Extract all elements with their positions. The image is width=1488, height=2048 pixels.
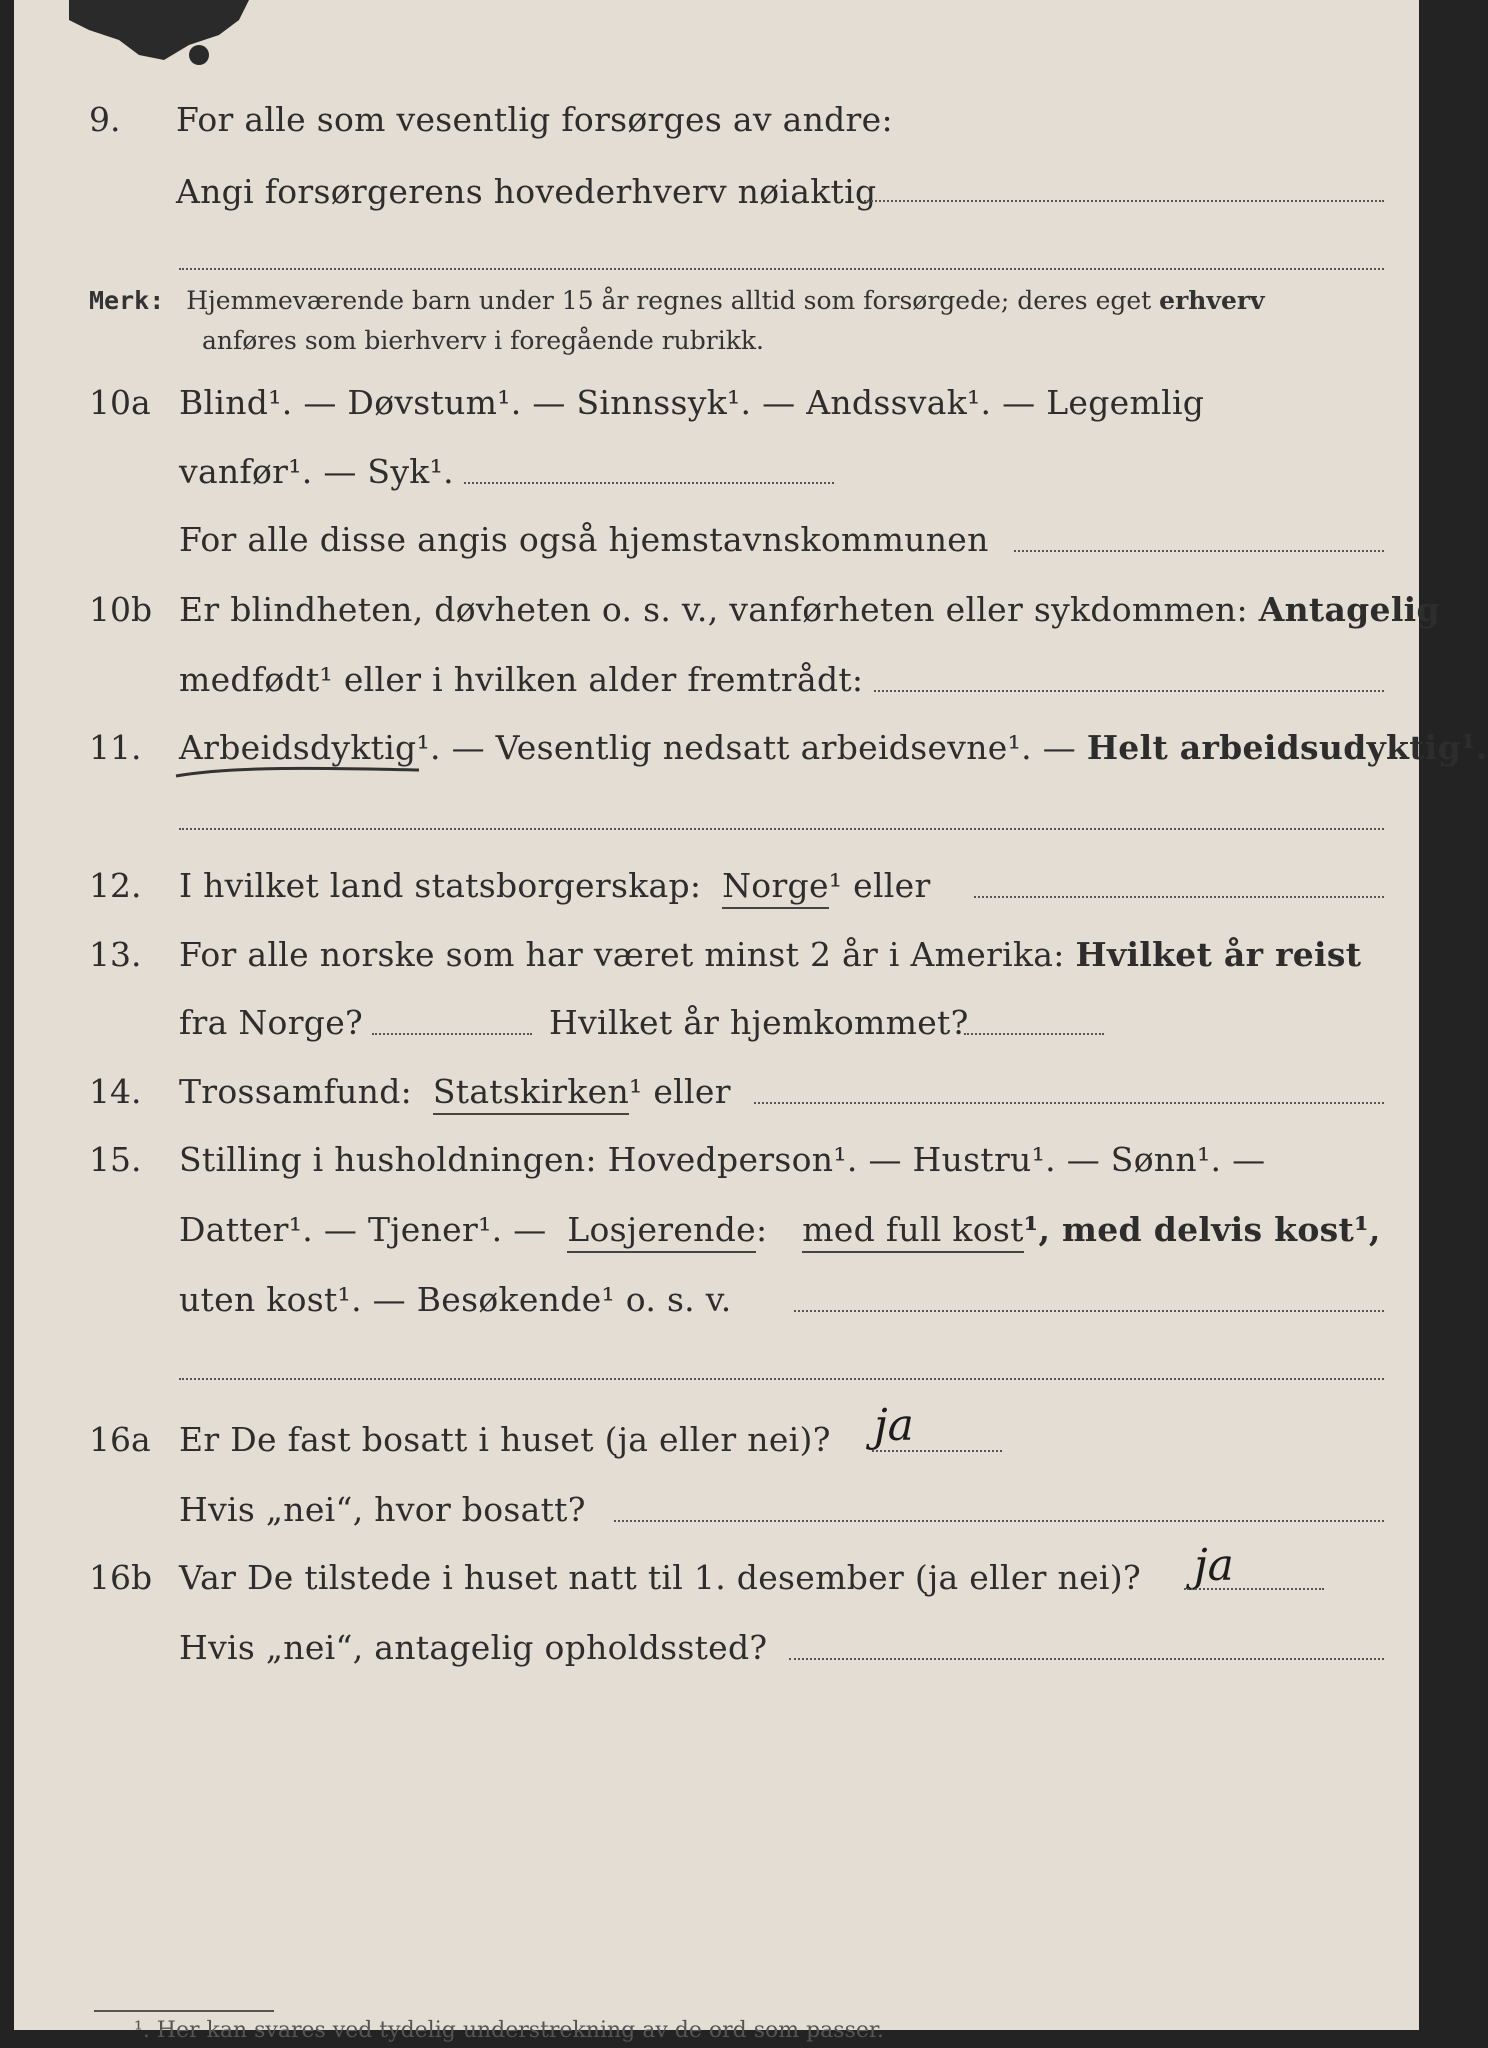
answer-field-14[interactable] (754, 1102, 1384, 1104)
answer-field-9b[interactable] (179, 268, 1384, 270)
question-11-number: 11. (89, 728, 142, 767)
handwritten-underline-arbeidsdyktig (174, 762, 424, 782)
option-losjerende[interactable]: Losjerende (567, 1210, 756, 1253)
answer-field-11[interactable] (179, 828, 1384, 830)
question-9-line1: For alle som vesentlig forsørges av andre: (176, 100, 893, 139)
question-10b-line2: medfødt¹ eller i hvilken alder fremtrådt: (179, 660, 864, 699)
answer-field-16b-sted[interactable] (789, 1658, 1384, 1660)
question-10b-line1-text: Er blindheten, døvheten o. s. v., vanførheten eller sykdommen: (179, 590, 1248, 629)
answer-field-10a-syk[interactable] (464, 482, 834, 484)
question-10a-line1: Blind¹. — Døvstum¹. — Sinnssyk¹. — Andssvak¹. — Legemlig (179, 383, 1205, 422)
question-16a-line2: Hvis „nei“, hvor bosatt? (179, 1490, 586, 1529)
answer-field-9a[interactable] (864, 200, 1384, 202)
answer-field-15a[interactable] (794, 1310, 1384, 1312)
option-statskirken[interactable]: Statskirken (433, 1072, 629, 1115)
question-15-line3: uten kost¹. — Besøkende¹ o. s. v. (179, 1280, 732, 1319)
answer-field-13-hjemkommet[interactable] (964, 1033, 1104, 1035)
question-15-line1: Stilling i husholdningen: Hovedperson¹. — Hustru¹. — Sønn¹. — (179, 1140, 1266, 1179)
question-16a-line1: Er De fast bosatt i huset (ja eller nei)? (179, 1420, 831, 1459)
question-13-line1-text: For alle norske som har været minst 2 år i Amerika: (179, 935, 1065, 974)
answer-field-15b[interactable] (179, 1378, 1384, 1380)
answer-field-16b[interactable] (1184, 1588, 1324, 1590)
question-14-line (179, 1072, 731, 1112)
note-line1: Hjemmeværende barn under 15 år regnes alltid som forsørgede; deres eget (186, 286, 1152, 315)
question-13-line1 (179, 935, 1361, 975)
question-15-number: 15. (89, 1140, 142, 1179)
question-12-text: I hvilket land statsborgerskap: (179, 866, 702, 905)
question-13-line2a: fra Norge? (179, 1003, 364, 1042)
answer-field-13-reist[interactable] (372, 1033, 532, 1035)
handwritten-answer-16a: ja (874, 1400, 914, 1451)
question-12-line (179, 866, 931, 906)
answer-field-16a-bosatt[interactable] (614, 1520, 1384, 1522)
question-13-number: 13. (89, 935, 142, 974)
footnote-rule (94, 2010, 274, 2012)
question-15-colon: : (756, 1210, 768, 1249)
note-label: Merk: (89, 286, 165, 315)
question-15-line2 (179, 1210, 1381, 1250)
option-arbeidsdyktig[interactable]: Arbeidsdyktig (179, 728, 417, 767)
question-10b-line1-bold: Antagelig (1258, 590, 1440, 629)
question-15-line2a: Datter¹. — Tjener¹. — (179, 1210, 547, 1249)
question-15-line2e: ¹, med delvis kost¹, (1023, 1210, 1381, 1249)
question-10a-line2: vanfør¹. — Syk¹. (179, 452, 454, 491)
handwritten-answer-16b: ja (1194, 1540, 1234, 1591)
note-line1-bold: erhverv (1159, 286, 1265, 315)
note-line2: anføres som bierhverv i foregående rubrikk. (202, 326, 764, 355)
answer-field-10b[interactable] (874, 690, 1384, 692)
answer-field-12[interactable] (974, 896, 1384, 898)
option-med-full-kost[interactable]: med full kost (802, 1210, 1023, 1253)
answer-field-10a-kommune[interactable] (1014, 550, 1384, 552)
footnote: ¹. Her kan svares ved tydelig understrekning av de ord som passer. (134, 2018, 884, 2043)
question-14-text: Trossamfund: (179, 1072, 413, 1111)
question-11-middle: ¹. — Vesentlig nedsatt arbeidsevne¹. — (416, 728, 1077, 767)
question-9-number: 9. (89, 100, 121, 139)
question-12-number: 12. (89, 866, 142, 905)
question-10a-number: 10a (89, 383, 151, 422)
question-12-tail: ¹ eller (828, 866, 931, 905)
census-form-page (14, 0, 1488, 2043)
question-16b-line1: Var De tilstede i huset natt til 1. desember (ja eller nei)? (179, 1558, 1141, 1597)
option-helt-arbeidsudyktig[interactable]: Helt arbeidsudyktig¹. (1086, 728, 1488, 767)
option-norge[interactable]: Norge (722, 866, 829, 909)
note-block (89, 285, 1265, 317)
question-9-line2: Angi forsørgerens hovederhverv nøiaktig (176, 172, 877, 211)
answer-field-16a[interactable] (872, 1450, 1002, 1452)
question-16b-number: 16b (89, 1558, 153, 1597)
question-14-number: 14. (89, 1072, 142, 1111)
question-10b-line1 (179, 590, 1440, 630)
question-13-line2b: Hvilket år hjemkommet? (549, 1003, 969, 1042)
question-16a-number: 16a (89, 1420, 151, 1459)
ink-stain (69, 0, 249, 70)
question-14-tail: ¹ eller (629, 1072, 731, 1111)
question-10b-number: 10b (89, 590, 153, 629)
question-10a-line3: For alle disse angis også hjemstavnskommunen (179, 520, 989, 559)
question-13-line1-bold: Hvilket år reist (1075, 935, 1362, 974)
question-16b-line2: Hvis „nei“, antagelig opholdssted? (179, 1628, 768, 1667)
